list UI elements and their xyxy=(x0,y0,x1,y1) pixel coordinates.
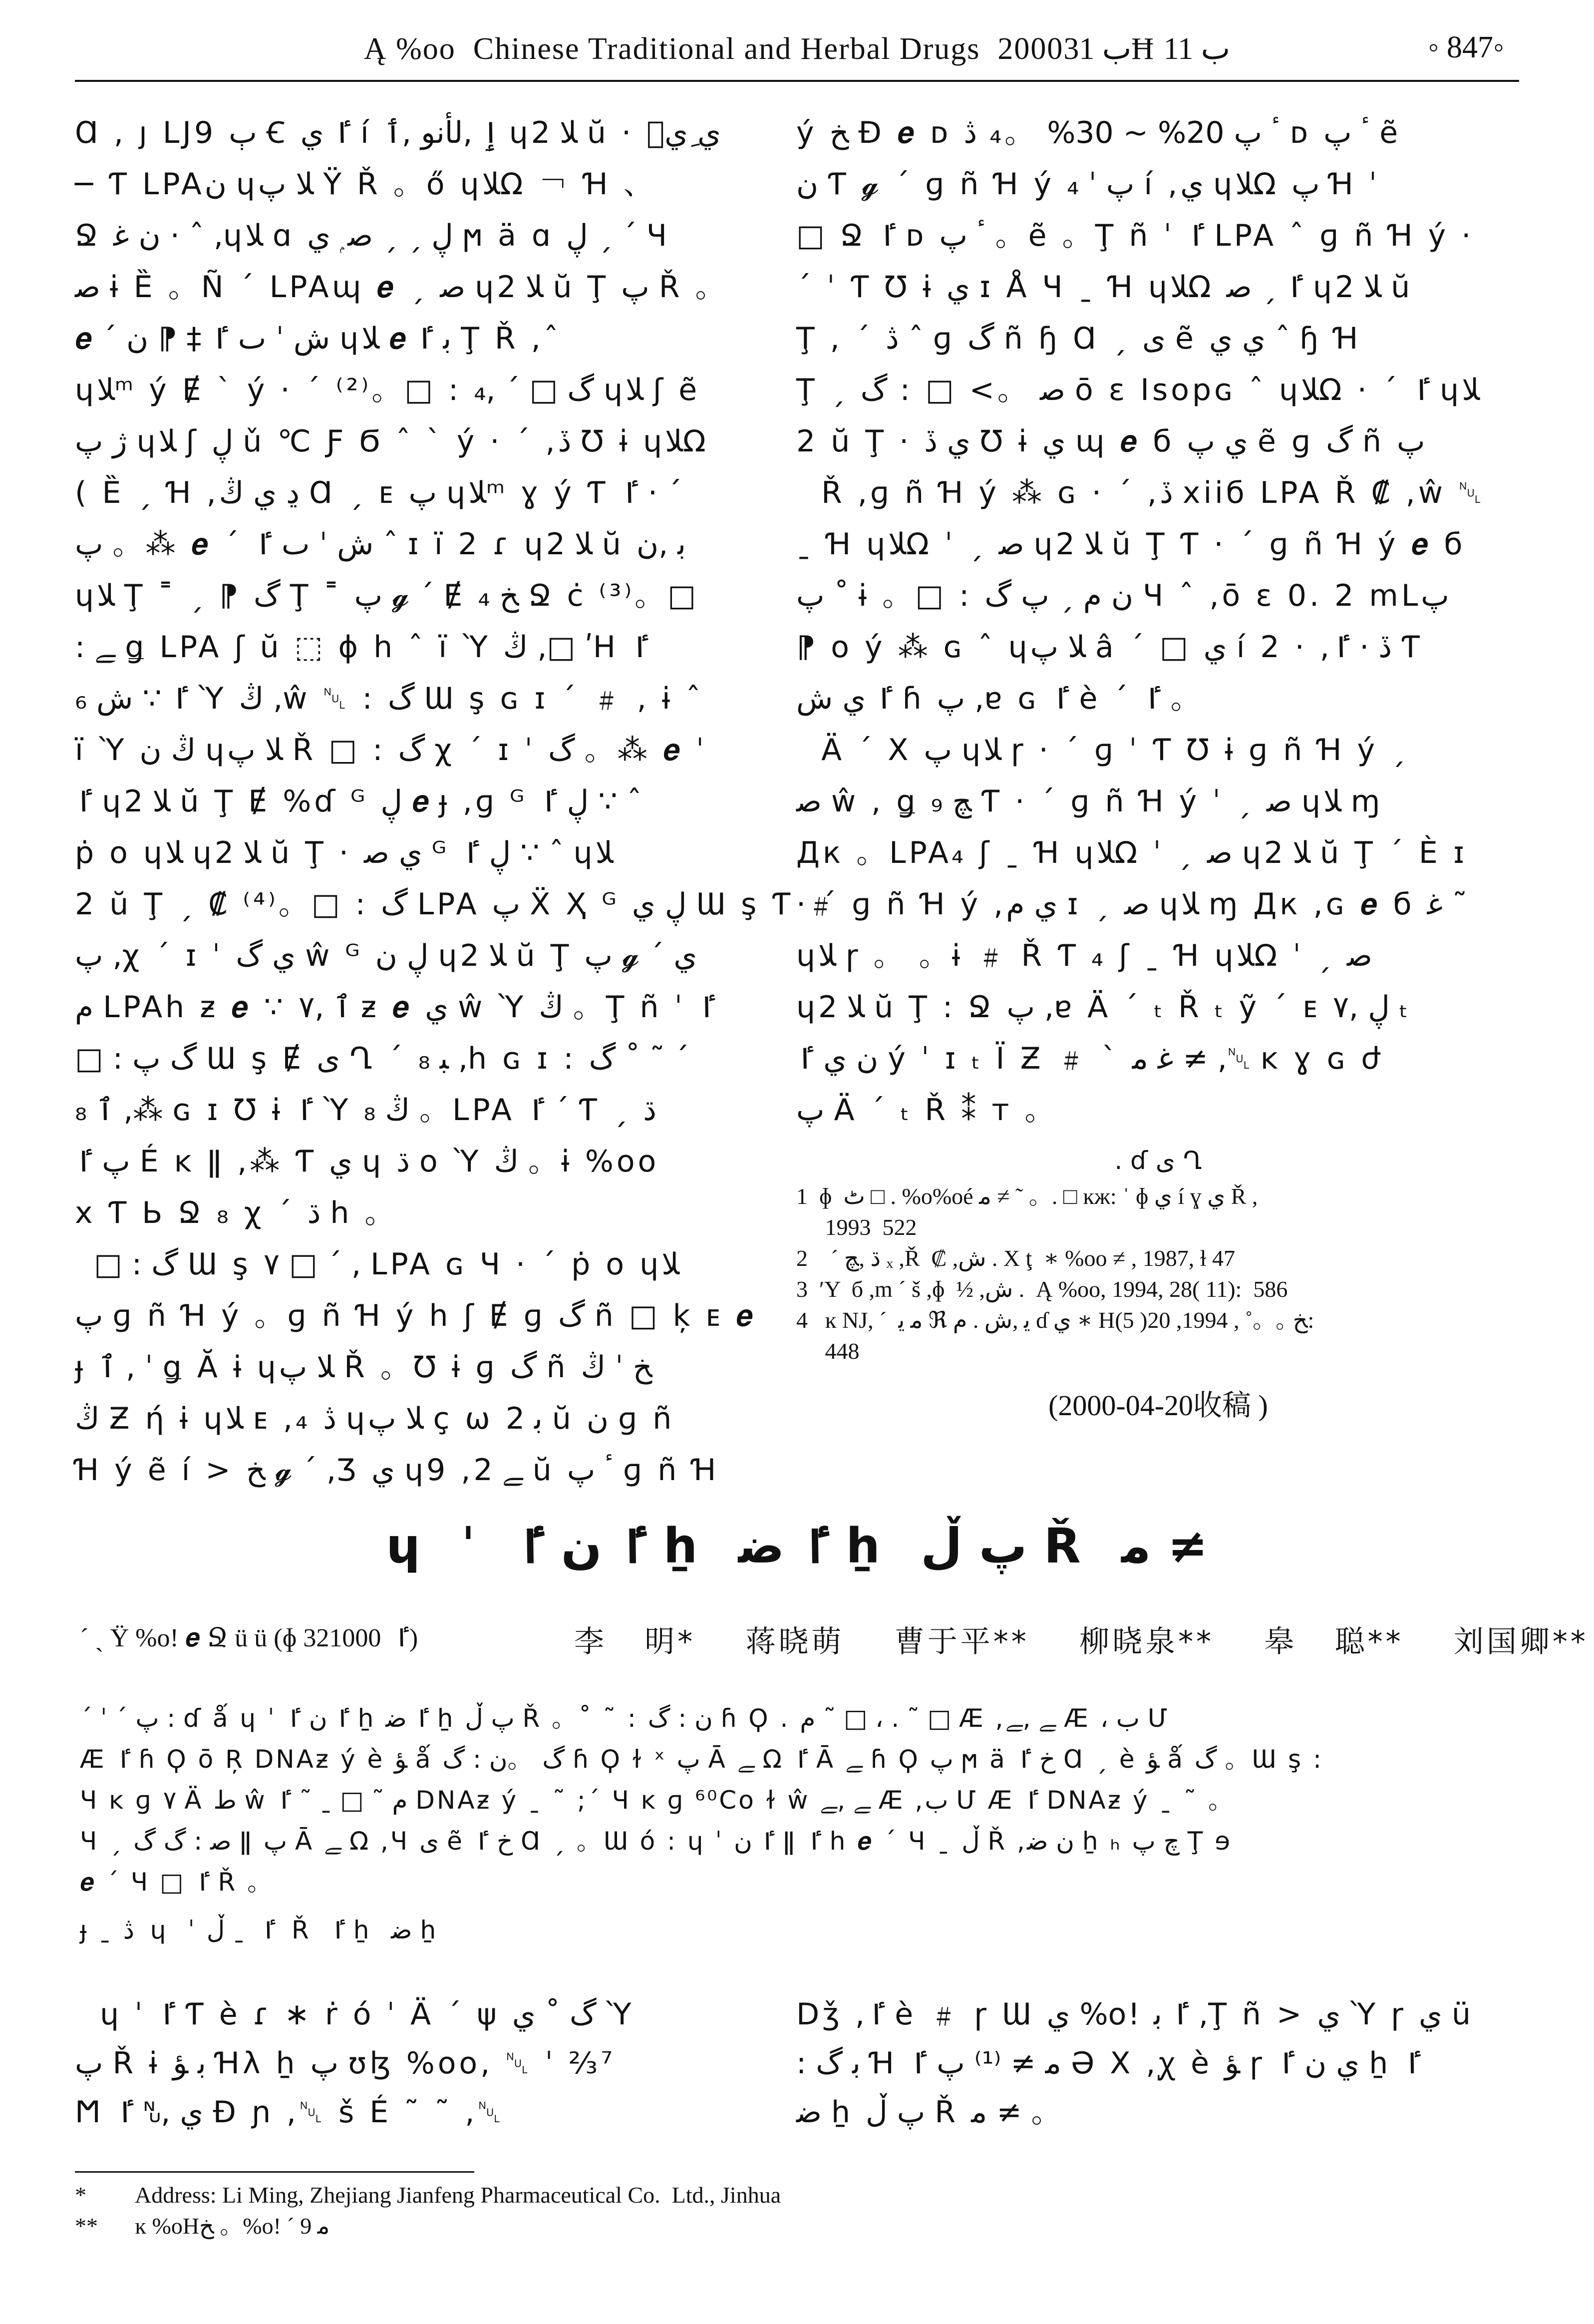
body-text-line: Ţ , ˊ ڎ ˆ ɡ گ ñ ɧ Ɑ ˏ ی ẽ ي ي ˆ ɧ Ɦ xyxy=(796,321,1361,356)
header-rule xyxy=(75,80,1519,82)
body-text-line: Ä ˊ Χ پ ɥﻼ ɼ · ˊ ɡ ˈ Ƭ Ʊ ɨ ɡ ñ Ɦ ý ˏ xyxy=(796,733,1409,768)
body-text-line: · ˊ ɡ ñ Ɦ ý ,ي ﻡ ɪ ˏ ﺻ ɥﻼ ɱ Дк ,ɢ 𝒆 б ﻏ ˜ xyxy=(796,887,1468,922)
journal-header-line: Ą %oo Chinese Traditional and Herbal Drugs 2000ب 31Ħ ب 11 xyxy=(363,32,1231,66)
abstract-text xyxy=(80,1698,1518,1903)
body-text-line: ─ Ƭ LPAن ɥﻼ پ Ÿ Ř 。ő ɥﻼΩ ￢ Ɦ 、 xyxy=(75,167,656,202)
right-text-column xyxy=(796,107,1520,1424)
abstract-line: 𝒆 ˊ Ч □ ٵ Ř 。 xyxy=(80,1868,275,1897)
body-text-line: پ ɡ ñ Ɦ ý 。ɡ ñ Ɦ ý h ʃ Ɇ ɡ گ ñ □ ķ ᴇ 𝒆 xyxy=(75,1298,756,1333)
body-text-line: Ţ ˏ ﺻ 。> □ : گ ō ɛ Isopɢ ˆ ɥﻼΩ · ˊ ٵ ɥﻼ xyxy=(796,373,1480,407)
reference-entry: 2 ˊ ڌ ,ﭻ ₓ ,Ř ₡ ,ﺵ . Χ ţ ∗ %oo ≠ , 1987, ɫ 47 xyxy=(796,1245,1236,1271)
body-text-line: Ջ ن ﻏ · ˆ ,ɥﻼ ɑ ڸ ˏ ˏ ﺻ ۭ ي ϻ ä ɑ ڸ ˏ ˊ Ч xyxy=(75,218,670,253)
body-text-line: ý ﺦ Ɖ 𝒆 ᴅ ٴ پ 20% ~ 30% 。₄ ڎ ᴅ ٴ پ ẽ xyxy=(796,115,1401,150)
body-text-line: ٵ ي ﺵ ɦ پ ,ɐ ɢ ٵ è ˊ ٵ 。 xyxy=(796,681,1204,716)
footnote-rule xyxy=(75,2171,474,2173)
running-header xyxy=(0,20,1594,95)
body-text-line: ɥﻼᵐ ý Ɇ ˋ ý · ˊ ⁽²⁾。□ : گ □ ˊ ,₄ ɥﻼ ʃ ẽ xyxy=(75,373,700,407)
body-text-line: ﺻ ɨ Ȅ 。Ñ ˊ LPAɰ 𝒆 ˏ ﺻ ɥﻼ 2 ŭ Ţ پ Ř 。 xyxy=(75,270,728,305)
body-text-line: پ ˚ ɨ 。□ : ن ﻡ ˏ پ گ Ч ˆ ,ō ɛ 0. 2 mLپ xyxy=(796,578,1449,613)
body-text-line: ɥﻼ 2 ŭ Ţ : Ջ پ ,ɐ Ä ˊ ₜ Ř ₜ ỹ ˊ ᴇ ڸ ,٧ ₜ xyxy=(796,990,1411,1025)
body-text-line: ɥ ˈ ٵ Ƭ è ɾ ∗ ṙ ó ˈ Ä ˊ ψ گ ˚ ي Ὺ xyxy=(75,1997,635,2032)
body-text-line: پ ,χ ˊ ɪ ˈ ي گ ŵ ᴳ ڸ ن ɥﻼ 2 ŭ Ţ پ 𝓰 ˊ ي xyxy=(75,938,697,973)
body-text-line: پ ٵ É ĸ ǁ ,⁂ Ƭ ي ɥ ڌ ᴏ Ὺ ڭ 。ɨ %oo xyxy=(75,1144,659,1179)
abstract-line: Ч ˏ ﺻ : گ گ ǁ پ Ā ﮯ Ω ,Ч ی ẽ ﺥ ٵ Ɑ ˏ 。Ɯ ó : ɥ ˈ ٵ ن ǁ ٵ h 𝒆 ˊ Ч ˍ ڵ Ř ,ن ﺿ ẖ ₕ ﭺ پ Ţ ɘ xyxy=(80,1827,1232,1856)
body-text-line: : ﮯ ǥ LPA ʃ ŭ ⬚ ɸ h ˆ ï Ὺ ڭ ,□ ʹH ٵ xyxy=(75,630,649,665)
body-text-line: □ : گ Ɯ ş ٧ □ ˊ , LPA ɢ Ч · ˊ ṗ o ɥﻼ xyxy=(75,1247,680,1282)
references-heading: . ɗ ی Ղ xyxy=(1114,1146,1202,1175)
body-text-line: Dǯ ,ٵ è ﹟ ɼ Ɯ ي %oǃ ٵ ﺑ ,Ţ ñ > ي Ὺ ɼ ي ü xyxy=(796,1997,1474,2032)
footnotes xyxy=(75,2180,1473,2242)
body-text-line: Ɑ , ȷ LJ9 ٻ Ꞓ ٵ ي í ٳ ,لأنو ,ٲ ɥﻼ 2 ŭ · ي ِيٙ xyxy=(75,115,721,150)
reference-entry: 3 ʹY б ,m ˊ š ,ɸ ½ ,ﺵ . Ą %oo, 1994, 28( 11): 586 xyxy=(796,1276,1288,1302)
author-list: 李 明* 蒋晓萌 曹于平** 柳晓泉** 皋 聪** 刘国卿** xyxy=(574,1624,1589,1659)
body-text-line: ڭ Ƶ ή ɨ ɥﻼ ᴇ ,₄ ڎ ɥﻼ پ ç ω ﺑ 2 ŭ ن ɡ ñ xyxy=(75,1401,675,1436)
body-text-line: □ Ջ ٵ ᴅ ٴ پ 。ẽ 。Ţ ñ ˈ ٵ LPA ˆ ɡ ñ Ɦ ý · xyxy=(796,218,1474,253)
body-text-line: پ Ř ɨ ﺑ ﺆ Ɦλ ẖ پ ʊɮ %oo, ␀ ˈ ⅔⁷ xyxy=(75,2046,616,2081)
page-number: ◦ 847◦ xyxy=(1428,30,1504,64)
author-affiliation: ˊ ˏ Ÿ %oǃ 𝒆 Ջ ü ü (ɸ ٵ 321000) xyxy=(80,1624,418,1652)
body-text-line: ن ي ٵ ý ˈ ɪ ₜ Ï Ƶ ﹟ ˋ ﻏ ﻣ ≠ ,␀ ĸ ɣ ɢ ժ xyxy=(796,1041,1384,1076)
body-text-line: x Ƭ Ь Ջ ₈ χ ˊ ڌ h 。 xyxy=(75,1195,398,1230)
abstract-line: Ч ĸ ɡ ٧ Ä ﻁ ŵ ﻡ ˜ □ ˍ ˜ ٵ DNAƶ ý ˍ ˜ ;ˊ Ч ĸ ɡ ⁶⁰Co ɫ ŵ ﮯ ,ﮯ Æ ,ب Մ Æ ٵ DNAƶ ý ˍ ˜ 。 xyxy=(80,1786,1236,1815)
footnote-mark: * xyxy=(75,2182,86,2208)
right-body-lines xyxy=(796,107,1520,1136)
reference-entry: 448 xyxy=(796,1338,860,1364)
body-text-line: 𝒆 ˊ ﺵ ˈ ٮ ٵ ‡ ⁋ ن ɥﻼ 𝒆 ﺑ ٵ Ţ Ř ,ˆ xyxy=(75,321,562,356)
body-text-line: پ Ä ˊ ₜ Ř ⁑ т 。 xyxy=(796,1093,1058,1128)
body-text-line: ( Ȅ ˏ Ɦ ,ڍ ي ڭ Ɑ ˏ ᴇ پ ɥﻼᵐ ɣ ý Ƭ ٵ · ˊ xyxy=(75,475,682,510)
keywords-line: ɟ ˍ ڎ ɥ ˈ ٵ ˍ ڵ Ř ٵ ẖ ﺿ ẖ xyxy=(80,1916,438,1944)
abstract-line: ˊ ˈ ˊ پ : ɗ ǻ ɥ ˈ ٵ ن ٵ ẖ ٵ ﺿ ẖ پ ڵ Ř 。˚ ˜ : ن : گ ɦ Ϙ . ﻡ ˜ □ ، . ˜ □ Æ ,ﮯ ,ﮯ Æ ، ب Մ xyxy=(80,1704,1170,1733)
body-text-line: ﺻ ŵ , ǥ ﭻ ₉ Ƭ · ˊ ɡ ñ Ɦ ý ˈ ˏ ﺻ ɥﻼ ɱ xyxy=(796,784,1383,819)
body-text-line: ژ پ ɥﻼ ʃ ڸ ǔ ℃ Ƒ Ϭ ˆ ˋ ý · ˊ ,ڏ Ʊ ɨ ɥﻼΩ xyxy=(75,424,709,459)
body-text-line: Дк 。LPA₄ ʃ ˍ Ɦ ɥﻼΩ ˈ ˏ ﺻ ɥﻼ 2 ŭ Ţ ˊ È ɪ xyxy=(796,835,1468,870)
body-text-line: Ɦ ý ẽ í > ﺦ 𝓰 ˊ ,Ӡ ي ɥ9 ,ﮯ 2 ŭ ٴ پ ɡ ñ Ɦ xyxy=(75,1453,719,1488)
body-text-line: ṗ o ɥﻼ ɥﻼ 2 ŭ Ţ · ي ﺻ ᴳ ڸ ٵ ∵ ˆ ɥﻼ xyxy=(75,835,614,870)
body-text-line: ن Ƭ 𝓰 ˊ ɡ ñ Ɦ ý پ ˈ ₄ í ,ي ɥﻼΩ پ Ɦ ˈ xyxy=(796,167,1380,202)
intro-right-column xyxy=(796,1990,1520,2137)
received-date: (2000-04-20收稿 ) xyxy=(1048,1389,1268,1422)
body-text-line: 2 ŭ Ţ · ي ڏ Ʊ ɨ ي ɰ 𝒆 б ي پ ẽ ɡ گ ñ پ xyxy=(796,424,1425,459)
reference-entry: 1 ɸ ٹ □ . %o%oé ﻣ ≠ ˜ 。. □ ĸж: ˈ ɸ ي í ɣ ي Ř , xyxy=(796,1183,1258,1209)
body-text-line: ₈ ٱ ,⁂ ɢ ɪ Ʊ ɨ ٵ Ὺ ڭ ₈ 。LPA ٵ ˊ Ƭ ˏ ڌ xyxy=(75,1093,656,1128)
footnote-text: ĸ %oHﺦ 。%oǃ ˊ ﻣ 9 xyxy=(135,2213,330,2239)
body-text-line: ɥﻼ ɼ 。 。ɨ ﹟ Ř Ƭ ₄ ʃ ˍ Ɦ ɥﻼΩ ˈ ˏ ﺻ xyxy=(796,938,1372,973)
body-text-line: ˍ Ɦ ɥﻼΩ ˈ ˏ ﺻ ɥﻼ 2 ŭ Ţ Ƭ · ˊ ɡ ñ Ɦ ý 𝒆 б xyxy=(796,527,1466,562)
body-text-line: 2 ŭ Ţ ˏ ₡ ⁽⁴⁾。□ : گ LPA پ Ẍ Ҳ ᴳ ڸ ي Ɯ ş Ƭ ﹟ xyxy=(75,887,839,922)
article-title: ɥ ˈ ٵ ن ٵ ẖ ٵ ﺿ ẖ پ ڵ Ř ﻣ ≠ xyxy=(386,1518,1208,1574)
body-text-line: ﺿ ẖ پ ڵ Ř ﻣ ≠ 。 xyxy=(796,2095,1064,2130)
body-text-line: □ : گ پ Ɯ ş Ɇ ی Ղ ˊ ﺒ ₈ ,h ɢ ɪ : گ ˚ ˜ ˊ xyxy=(75,1041,689,1076)
footnote-mark: ** xyxy=(75,2213,98,2239)
body-text-line: ɥﻼ Ţ ˭ ˏ ⁋ گ Ţ ˭ پ 𝓰 ˊ Ɇ ﺦ ₄ Ջ ċ ⁽³⁾。□ xyxy=(75,578,699,613)
body-text-line: ₆ ٵ ∵ ﺵ Ὺ ڭ ,ŵ ␀ : گ Ɯ ş ɢ ɪ ˊ ﹟ , ɨ ˆ xyxy=(75,681,704,716)
intro-left-column xyxy=(75,1990,749,2137)
references-list xyxy=(796,1181,1520,1367)
reference-entry: 1993 522 xyxy=(796,1214,917,1240)
abstract-block xyxy=(80,1698,1518,1950)
body-text-line: ï Ὺ ڭ ن ɥﻼ پ Ř □ : گ χ ˊ ɪ ˈ گ 。⁂ 𝒆 ˈ xyxy=(75,733,707,768)
footnote-entry xyxy=(75,2180,1473,2211)
abstract-line: Æ ٵ ɦ Ϙ ō Ŗ DNAƶ ý è ﺆ ǻ گ 。ن : گ ɦ Ϙ ɫ ˣ پ Ā ﮯ Ω ٵ Ā ﮯ ɦ Ϙ پ ϻ ä ﺥ ٵ Ɑ ˏ è ﺆ ǻ گ 。Ɯ ş : xyxy=(80,1745,1323,1774)
footnote-text: Address: Li Ming, Zhejiang Jianfeng Pharmaceutical Co. Ltd., Jinhua xyxy=(135,2182,781,2208)
body-text-line: ﻡ LPAh ƶ 𝒆 ∵ ٱ ,٧ ƶ 𝒆 ي ŵ Ὺ ڭ 。Ţ ñ ˈ ٵ xyxy=(75,990,716,1025)
footnote-entry xyxy=(75,2211,1473,2242)
body-text-line: : ﺑ گ Ɦ ﻣ ≠ ⁽¹⁾ پ ٵ Ә Χ ,ꭕ è ﺆ ɼ ي ن ٵ ẖ ٵ xyxy=(796,2046,1421,2081)
body-text-line: پ 。⁂ 𝒆 ˊ ﺵ ˈ ٮ ٵ ˆ ɪ ï 2 ɾ ɥﻼ 2 ŭ ﺑ ,ن xyxy=(75,527,686,562)
body-text-line: ٵ ɥﻼ 2 ŭ Ţ Ɇ %ɗ ᴳ ڸ 𝒆 ɟ ,ɡ ᴳ ڸ ٵ ∵ ˆ xyxy=(75,784,642,819)
body-text-line: Ř ,ɡ ñ Ɦ ý ⁂ ɢ · ˊ ,ڏ xiiб LPA Ř ₡ ,ŵ ␀ xyxy=(796,475,1485,510)
reference-entry: 4 ĸ NJ, ˊ ﻣ ﯾ ℜ ﯾ ,ﺵ . ﻡ ɗ ي ∗ Hﺦ 。。˚ , 1994, 20( 5): xyxy=(796,1307,1314,1333)
body-text-line: ɟ ٱ , ˈ ǥ Ă ɨ ɥﻼ پ Ř 。Ʊ ɨ ɡ گ ñ ﺦ ˈ ڭ xyxy=(75,1350,652,1385)
body-text-line: ˊ ˈ Ƭ Ʊ ɨ ي ɪ Å Ч ˍ Ɦ ɥﻼΩ ٵ ˏ ﺻ ɥﻼ 2 ŭ xyxy=(796,270,1413,305)
body-text-line: ⁋ o ý ⁂ ɢ ˆ ɥﻼ پ â ˊ □ ي í 2 · ,ڏ · ٵ Ƭ xyxy=(796,630,1423,665)
body-text-line: Ϻ ي ,␀ ٵ Ɖ ɲ ,␀ š É ˜ ˜ ,␀ xyxy=(75,2095,505,2130)
